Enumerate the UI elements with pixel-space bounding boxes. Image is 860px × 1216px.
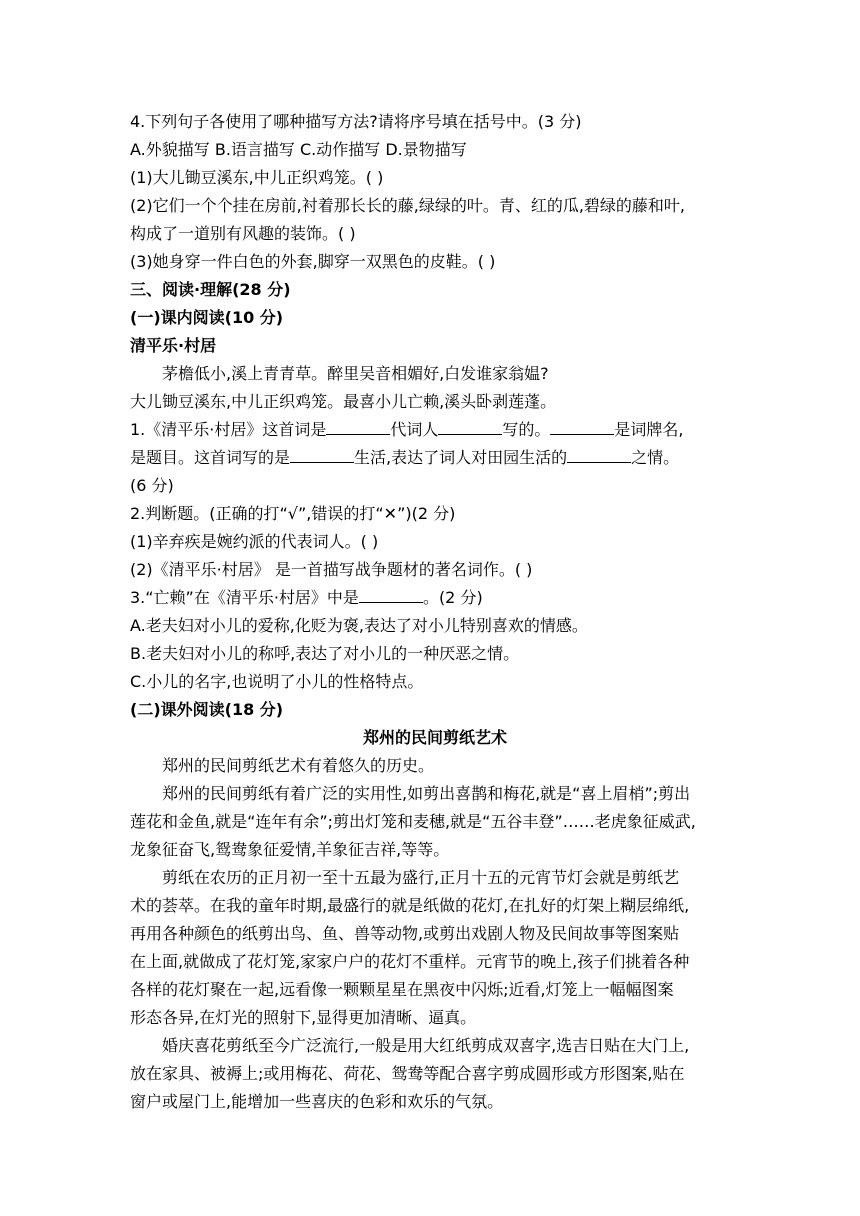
article-paragraph-3-line-1: 剪纸在农历的正月初一至十五最为盛行,正月十五的元宵节灯会就是剪纸艺 <box>162 868 680 887</box>
q1-text-a: 1.《清平乐·村居》这首词是 <box>130 420 327 439</box>
article-paragraph-3-line-5: 各样的花灯聚在一起,远看像一颗颗星星在黑夜中闪烁;近看,灯笼上一幅幅图案 <box>130 980 674 999</box>
q1-text-d: 是词牌名, <box>614 420 684 439</box>
q4-item-2-line-2: 构成了一道别有风趣的装饰。( ) <box>130 224 356 243</box>
part-2-title: (二)课外阅读(18 分) <box>130 700 284 719</box>
answer-blank[interactable] <box>438 416 502 435</box>
answer-blank[interactable] <box>567 444 631 463</box>
article-paragraph-2-line-3: 龙象征奋飞,鸳鸯象征爱情,羊象征吉祥,等等。 <box>130 840 450 859</box>
section-3-title: 三、阅读·理解(28 分) <box>130 280 291 299</box>
poem-title: 清平乐·村居 <box>130 336 217 355</box>
article-paragraph-4-line-2: 放在家具、被褥上;或用梅花、荷花、鸳鸯等配合喜字剪成圆形或方形图案,贴在 <box>130 1064 685 1083</box>
question-3-title <box>130 584 740 612</box>
article-paragraph-4-line-1: 婚庆喜花剪纸至今广泛流行,一般是用大红纸剪成双喜字,选吉日贴在大门上, <box>162 1036 690 1055</box>
article-paragraph-1: 郑州的民间剪纸艺术有着悠久的历史。 <box>162 756 435 775</box>
article-paragraph-3-line-2: 术的荟萃。在我的童年时期,最盛行的就是纸做的花灯,在扎好的灯架上糊层绵纸, <box>130 896 690 915</box>
article-paragraph-4-line-3: 窗户或屋门上,能增加一些喜庆的色彩和欢乐的气氛。 <box>130 1092 504 1111</box>
question-3-option-a: A.老夫妇对小儿的爱称,化贬为褒,表达了对小儿特别喜欢的情感。 <box>130 616 588 635</box>
q1-text-f: 生活,表达了词人对田园生活的 <box>354 448 568 467</box>
question-1-score: (6 分) <box>130 476 174 495</box>
document-page <box>130 108 740 1116</box>
q4-item-2-line-1: (2)它们一个个挂在房前,衬着那长长的藤,绿绿的叶。青、红的瓜,碧绿的藤和叶, <box>130 196 686 215</box>
q1-text-e: 是题目。这首词写的是 <box>130 448 291 467</box>
answer-blank[interactable] <box>290 444 354 463</box>
question-3-option-c: C.小儿的名字,也说明了小儿的性格特点。 <box>130 672 424 691</box>
q3-text-b: 。(2 分) <box>422 588 483 607</box>
question-1-line-1 <box>130 416 740 444</box>
q4-item-1: (1)大儿锄豆溪东,中儿正织鸡笼。( ) <box>130 168 384 187</box>
question-1-line-2 <box>130 444 740 472</box>
question-2-item-2: (2)《清平乐·村居》 是一首描写战争题材的著名词作。( ) <box>130 560 533 579</box>
q3-text-a: 3.“亡赖”在《清平乐·村居》中是 <box>130 588 359 607</box>
article-paragraph-3-line-4: 在上面,就做成了花灯笼,家家户户的花灯不重样。元宵节的晚上,孩子们挑着各种 <box>130 952 690 971</box>
q1-text-g: 之情。 <box>631 448 680 467</box>
question-2-item-1: (1)辛弃疾是婉约派的代表词人。( ) <box>130 532 379 551</box>
q4-options: A.外貌描写 B.语言描写 C.动作描写 D.景物描写 <box>130 140 467 159</box>
article-paragraph-3-line-6: 形态各异,在灯光的照射下,显得更加清晰、逼真。 <box>130 1008 477 1027</box>
poem-line-2: 大儿锄豆溪东,中儿正织鸡笼。最喜小儿亡赖,溪头卧剥莲蓬。 <box>130 392 557 411</box>
part-1-title: (一)课内阅读(10 分) <box>130 308 284 327</box>
q4-title: 4.下列句子各使用了哪种描写方法?请将序号填在括号中。(3 分) <box>130 112 582 131</box>
article-title: 郑州的民间剪纸艺术 <box>362 728 507 747</box>
answer-blank[interactable] <box>359 584 423 603</box>
question-3-option-b: B.老夫妇对小儿的称呼,表达了对小儿的一种厌恶之情。 <box>130 644 520 663</box>
q1-text-c: 写的。 <box>502 420 551 439</box>
poem-line-1: 茅檐低小,溪上青青草。醉里吴音相媚好,白发谁家翁媪? <box>162 364 549 383</box>
question-2-title: 2.判断题。(正确的打“√”,错误的打“✕”)(2 分) <box>130 504 456 523</box>
answer-blank[interactable] <box>550 416 614 435</box>
q1-text-b: 代词人 <box>390 420 439 439</box>
article-paragraph-2-line-1: 郑州的民间剪纸有着广泛的实用性,如剪出喜鹊和梅花,就是“喜上眉梢”;剪出 <box>162 784 691 803</box>
q4-item-3: (3)她身穿一件白色的外套,脚穿一双黑色的皮鞋。( ) <box>130 252 496 271</box>
article-paragraph-3-line-3: 再用各种颜色的纸剪出鸟、鱼、兽等动物,或剪出戏剧人物及民间故事等图案贴 <box>130 924 680 943</box>
answer-blank[interactable] <box>326 416 390 435</box>
article-paragraph-2-line-2: 莲花和金鱼,就是“连年有余”;剪出灯笼和麦穗,就是“五谷丰登”……老虎象征威武, <box>130 812 696 831</box>
